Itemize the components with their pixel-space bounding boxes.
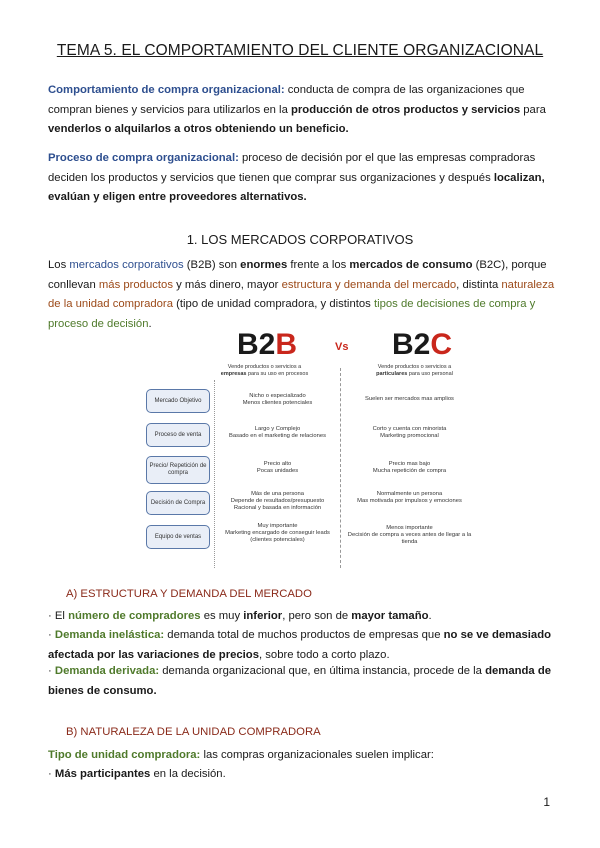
highlight-text: número de compradores bbox=[68, 610, 201, 622]
bullet-demanda-derivada bbox=[48, 662, 556, 701]
text: · bbox=[48, 768, 55, 780]
text: conducta de compra de las organizaciones que compran bienes y servicios para utilizarlos en la bbox=[48, 84, 525, 116]
text: , sobre todo a corto plazo. bbox=[258, 648, 390, 661]
highlight-text: Tipo de unidad compradora: bbox=[48, 749, 201, 761]
highlight-text: naturaleza de la unidad compradora bbox=[48, 278, 555, 310]
highlight-text: más productos bbox=[98, 278, 173, 291]
text: demanda total de muchos productos de empresas que bbox=[164, 629, 444, 641]
text: . bbox=[148, 317, 152, 330]
text: para uso personal bbox=[407, 371, 453, 377]
b2b-logo bbox=[237, 328, 297, 362]
page-number: 1 bbox=[543, 795, 550, 809]
text: Vende productos o servicios a bbox=[377, 364, 452, 370]
term-mercados-corporativos: mercados corporativos bbox=[69, 259, 184, 271]
b2b-cell: Más de una persona Depende de resultados/presupuesto Racional y basada en información bbox=[230, 491, 325, 511]
highlight-text: Demanda inelástica: bbox=[54, 629, 165, 641]
tipo-unidad bbox=[48, 746, 556, 766]
definition-proceso bbox=[48, 149, 556, 208]
highlight-text: tipos de decisiones de compra y proceso de decisión bbox=[48, 298, 536, 330]
row-label: Precio/ Repetición de compra bbox=[146, 456, 210, 484]
text: . bbox=[428, 610, 432, 622]
text: (B2C), porque conllevan bbox=[48, 259, 547, 291]
text: frente a los bbox=[287, 259, 350, 271]
text: Vende productos o servicios a bbox=[227, 364, 302, 370]
text: las compras organizacionales suelen implicar: bbox=[200, 749, 434, 761]
b2b-header bbox=[197, 364, 332, 378]
section-heading-b: B) NATURALEZA DE LA UNIDAD COMPRADORA bbox=[66, 726, 321, 738]
text: (tipo de unidad compradora, y distintos bbox=[172, 298, 374, 310]
bullet-participantes bbox=[48, 765, 556, 785]
b2b-vs-b2c-figure bbox=[142, 328, 472, 570]
text: en la decisión. bbox=[150, 768, 226, 780]
page-title: TEMA 5. EL COMPORTAMIENTO DEL CLIENTE ORGANIZACIONAL bbox=[56, 42, 544, 59]
bold-text: mercados de consumo bbox=[349, 259, 473, 271]
section-heading-a: A) ESTRUCTURA Y DEMANDA DEL MERCADO bbox=[66, 588, 312, 600]
b2c-cell: Suelen ser mercados mas amplios bbox=[365, 396, 454, 402]
b2c-cell: Corto y cuenta con minorista Marketing promocional bbox=[372, 426, 447, 439]
bold-text: demanda de bienes de consumo. bbox=[48, 665, 552, 697]
b2b-cell: Precio alto Pocas unidades bbox=[256, 461, 299, 474]
bold-text: inferior bbox=[243, 610, 283, 622]
definition-comportamiento bbox=[48, 81, 556, 140]
text: demanda organizacional que, en última instancia, procede de la bbox=[159, 665, 486, 677]
logo-text: B2 bbox=[237, 328, 276, 361]
bold-text: producción de otros productos y servicios bbox=[291, 103, 521, 116]
bold-text: Más participantes bbox=[54, 768, 151, 780]
b2b-cell: Nicho o especializado Menos clientes potenciales bbox=[242, 393, 313, 406]
term-comportamiento: Comportamiento de compra organizacional: bbox=[48, 84, 285, 96]
bold-text: particulares bbox=[376, 371, 408, 377]
section-heading-1: 1. LOS MERCADOS CORPORATIVOS bbox=[186, 232, 414, 247]
bold-text: mayor tamaño bbox=[351, 610, 429, 622]
divider bbox=[340, 368, 341, 568]
text: , distinta bbox=[456, 278, 502, 291]
bullet-demanda-inelastica bbox=[48, 626, 556, 665]
b2c-cell: Menos importante Decisión de compra a veces antes de llegar a la tienda bbox=[347, 525, 472, 545]
text: · bbox=[48, 665, 55, 677]
text: es muy bbox=[200, 610, 244, 622]
row-label: Equipo de ventas bbox=[146, 525, 210, 549]
text: (B2B) son bbox=[183, 259, 241, 271]
highlight-text: Demanda derivada: bbox=[54, 665, 160, 677]
bold-text: localizan, evalúan y eligen entre proveedores alternativos. bbox=[48, 171, 545, 203]
highlight-text: estructura y demanda del mercado bbox=[281, 278, 457, 291]
vs-label: Vs bbox=[335, 341, 349, 353]
bold-text: empresas bbox=[220, 371, 247, 377]
b2c-header bbox=[352, 364, 477, 378]
logo-text: B2 bbox=[392, 328, 431, 361]
b2c-logo bbox=[392, 328, 452, 362]
text: y más dinero, mayor bbox=[172, 278, 282, 291]
paragraph-mercados bbox=[48, 256, 556, 334]
bold-text: no se ve demasiado afectada por las variaciones de precios bbox=[48, 629, 551, 661]
text: para bbox=[520, 103, 546, 116]
bold-text: venderlos o alquilarlos a otros obteniendo un beneficio. bbox=[48, 123, 349, 135]
row-label: Proceso de venta bbox=[146, 423, 210, 447]
logo-text: B bbox=[275, 328, 298, 361]
bold-text: enormes bbox=[240, 259, 288, 271]
text: · El bbox=[48, 610, 69, 622]
text: Los bbox=[48, 259, 70, 271]
logo-text: C bbox=[430, 328, 453, 361]
term-proceso: Proceso de compra organizacional: bbox=[48, 152, 239, 164]
divider bbox=[214, 380, 215, 568]
row-label: Decisión de Compra bbox=[146, 491, 210, 515]
text: para su uso en procesos bbox=[246, 371, 309, 377]
text: , pero son de bbox=[282, 610, 352, 622]
b2c-cell: Precio mas bajo Mucha repetición de compra bbox=[372, 461, 447, 474]
row-label: Mercado Objetivo bbox=[146, 389, 210, 413]
text: · bbox=[48, 629, 55, 641]
b2b-cell: Muy importante Marketing encargado de conseguir leads (clientes potenciales) bbox=[225, 523, 330, 543]
b2c-cell: Normalmente un persona Mas motivada por impulsos y emociones bbox=[357, 491, 462, 504]
text: proceso de decisión por el que las empresas compradoras deciden los productos y servicios que tienen que comprar sus organizaciones y después bbox=[48, 152, 536, 184]
b2b-cell: Largo y Complejo Basado en el marketing de relaciones bbox=[229, 426, 326, 439]
bullet-compradores bbox=[48, 607, 556, 627]
